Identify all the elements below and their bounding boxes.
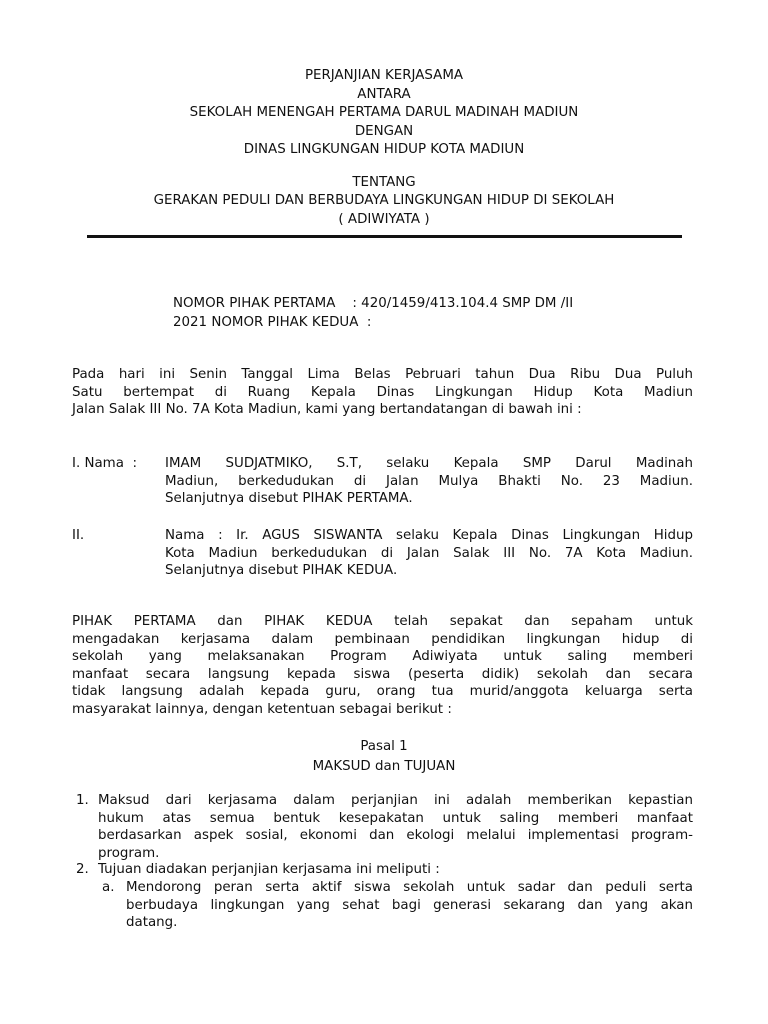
agreement-line-2: mengadakan kerjasama dalam pembinaan pendidikan lingkungan hidup di	[72, 631, 693, 647]
nomor-block	[173, 295, 573, 332]
list-item-text	[98, 861, 693, 879]
item-a-line-3: datang.	[126, 915, 178, 930]
pasal-heading	[0, 737, 768, 777]
list-item-number: 1.	[76, 793, 89, 808]
opening-line-2: Satu bertempat di Ruang Kepala Dinas Lingkungan Hidup Kota Madiun	[72, 384, 693, 400]
opening-line-1: Pada hari ini Senin Tanggal Lima Belas Pebruari tahun Dua Ribu Dua Puluh	[72, 367, 693, 382]
pihak-pertama-text	[165, 455, 693, 508]
sub-list-item-letter: a.	[102, 880, 115, 895]
pihak-kedua-line-3: Selanjutnya disebut PIHAK KEDUA.	[165, 563, 398, 578]
sub-list-item-text	[126, 879, 693, 932]
agreement-line-3: sekolah yang melaksanakan Program Adiwiyata untuk saling memberi	[72, 649, 693, 664]
document-title-block	[0, 67, 768, 229]
title-tentang: TENTANG	[352, 174, 416, 190]
title-subject: GERAKAN PEDULI DAN BERBUDAYA LINGKUNGAN HIDUP DI SEKOLAH	[153, 193, 615, 208]
title-divider	[87, 235, 682, 238]
list-item-text	[98, 792, 693, 862]
pasal-number: Pasal 1	[360, 739, 408, 754]
pihak-pertama-line-1: IMAM SUDJATMIKO, S.T, selaku Kepala SMP Darul Madinah	[165, 456, 693, 471]
opening-line-3: Jalan Salak III No. 7A Kota Madiun, kami yang bertandatangan di bawah ini :	[72, 402, 582, 417]
pasal-title: MAKSUD dan TUJUAN	[312, 759, 456, 774]
title-perjanjian: PERJANJIAN KERJASAMA	[304, 68, 464, 83]
opening-paragraph	[72, 366, 693, 419]
title-party-school: SEKOLAH MENENGAH PERTAMA DARUL MADINAH MADIUN	[189, 105, 579, 120]
item-2-line-1: Tujuan diadakan perjanjian kerjasama ini meliputi :	[98, 862, 440, 877]
nomor-pihak-kedua: 2021 NOMOR PIHAK KEDUA :	[173, 314, 372, 330]
pihak-kedua-text	[165, 527, 693, 580]
pihak-pertama-line-3: Selanjutnya disebut PIHAK PERTAMA.	[165, 491, 413, 506]
item-a-line-2: berbudaya lingkungan yang sehat bagi generasi sekarang dan yang akan	[126, 897, 693, 913]
title-party-dinas: DINAS LINGKUNGAN HIDUP KOTA MADIUN	[243, 142, 525, 157]
item-1-line-1: Maksud dari kerjasama dalam perjanjian ini adalah memberikan kepastian	[98, 793, 693, 808]
item-1-line-3: berdasarkan aspek sosial, ekonomi dan ekologi melalui implementasi program-	[98, 828, 693, 843]
agreement-line-6: masyarakat lainnya, dengan ketentuan sebagai berikut :	[72, 701, 452, 717]
item-1-line-4: program.	[98, 845, 160, 861]
agreement-line-4: manfaat secara langsung kepada siswa (peserta didik) sekolah dan secara	[72, 666, 693, 682]
nomor-pihak-pertama: NOMOR PIHAK PERTAMA : 420/1459/413.104.4 SMP DM /II	[173, 296, 574, 311]
pihak-kedua-line-2: Kota Madiun berkedudukan di Jalan Salak III No. 7A Kota Madiun.	[165, 545, 693, 561]
item-1-line-2: hukum atas semua bentuk kesepakatan untuk saling memberi manfaat	[98, 810, 693, 826]
item-a-line-1: Mendorong peran serta aktif siswa sekolah untuk sadar dan peduli serta	[126, 880, 693, 895]
title-dengan: DENGAN	[354, 123, 414, 139]
pihak-pertama-label: I. Nama :	[72, 456, 137, 471]
title-antara: ANTARA	[357, 86, 411, 102]
list-item-number: 2.	[76, 862, 89, 877]
agreement-line-1: PIHAK PERTAMA dan PIHAK KEDUA telah sepakat dan sepaham untuk	[72, 614, 693, 629]
title-adiwiyata: ( ADIWIYATA )	[338, 211, 430, 227]
agreement-paragraph	[72, 613, 693, 718]
pihak-pertama-line-2: Madiun, berkedudukan di Jalan Mulya Bhakti No. 23 Madiun.	[165, 473, 693, 489]
pihak-kedua-label: II.	[72, 528, 85, 543]
agreement-line-5: tidak langsung adalah kepada guru, orang tua murid/anggota keluarga serta	[72, 684, 693, 699]
pihak-kedua-line-1: Nama : Ir. AGUS SISWANTA selaku Kepala Dinas Lingkungan Hidup	[165, 528, 693, 543]
